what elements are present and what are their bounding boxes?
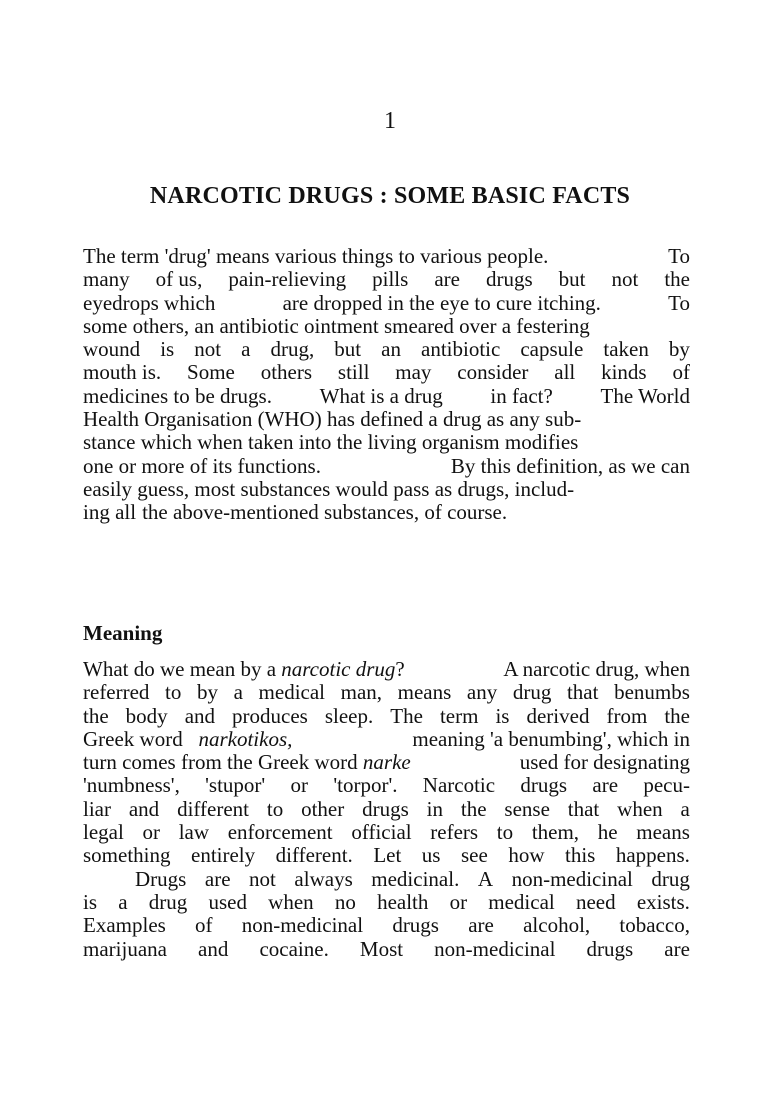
text-line: wound is not a drug, but an antibiotic capsule taken by (83, 337, 690, 362)
text-line: easily guess, most substances would pass as drugs, includ- (83, 476, 575, 501)
text-line: mouth is. Some others still may consider all kinds of (83, 360, 690, 385)
text-line: marijuana and cocaine. Most non-medicinal drugs are (83, 936, 690, 961)
italic-term: narkotikos, (198, 726, 293, 751)
italic-term: narcotic drug (281, 657, 396, 681)
text-line: eyedrops which are dropped in the eye to cure itching. To (83, 290, 690, 315)
text-line: Health Organisation (WHO) has defined a drug as any sub- (83, 407, 582, 432)
section-heading-meaning: Meaning (83, 621, 163, 645)
text-line: one or more of its functions. By this definition, as we can (83, 453, 690, 478)
text-line: Examples of non-medicinal drugs are alcohol, tobacco, (83, 913, 690, 938)
chapter-title: NARCOTIC DRUGS : SOME BASIC FACTS (149, 183, 631, 209)
text-line: The term 'drug' means various things to various people. To (83, 244, 690, 268)
text-line: liar and different to other drugs in the sense that when a (83, 796, 690, 821)
italic-term: narke (362, 750, 411, 775)
text-line: legal or law enforcement official refers to them, he means (83, 820, 690, 845)
text-line: something entirely different. Let us see how this happens. (83, 843, 690, 868)
text-line: stance which when taken into the living organism modifies (83, 430, 579, 455)
text-line: turn comes from the Greek word narke used for designating (83, 750, 690, 775)
text-line: Greek word narkotikos, meaning 'a benumbing', which in (83, 726, 690, 751)
text-line: medicines to be drugs. What is a drug in fact? The World (83, 383, 690, 408)
intro-paragraph (83, 245, 690, 525)
text-line: referred to by a medical man, means any drug that benumbs (83, 680, 690, 705)
text-line: What do we mean by a narcotic drug? A narcotic drug, when (83, 657, 690, 681)
text-line: some others, an antibiotic ointment smeared over a festering (83, 313, 590, 338)
chapter-number: 1 (384, 108, 396, 134)
text-line: many of us, pain-relieving pills are drugs but not the (83, 267, 690, 292)
text-line: 'numbness', 'stupor' or 'torpor'. Narcotic drugs are pecu- (83, 773, 690, 798)
text-line: the body and produces sleep. The term is derived from the (83, 703, 690, 728)
meaning-paragraph (83, 658, 690, 961)
text-line: Drugs are not always medicinal. A non-medicinal drug (135, 866, 690, 891)
text-line: is a drug used when no health or medical need exists. (83, 889, 690, 914)
text-line: ing all the above-mentioned substances, of course. (83, 500, 508, 525)
